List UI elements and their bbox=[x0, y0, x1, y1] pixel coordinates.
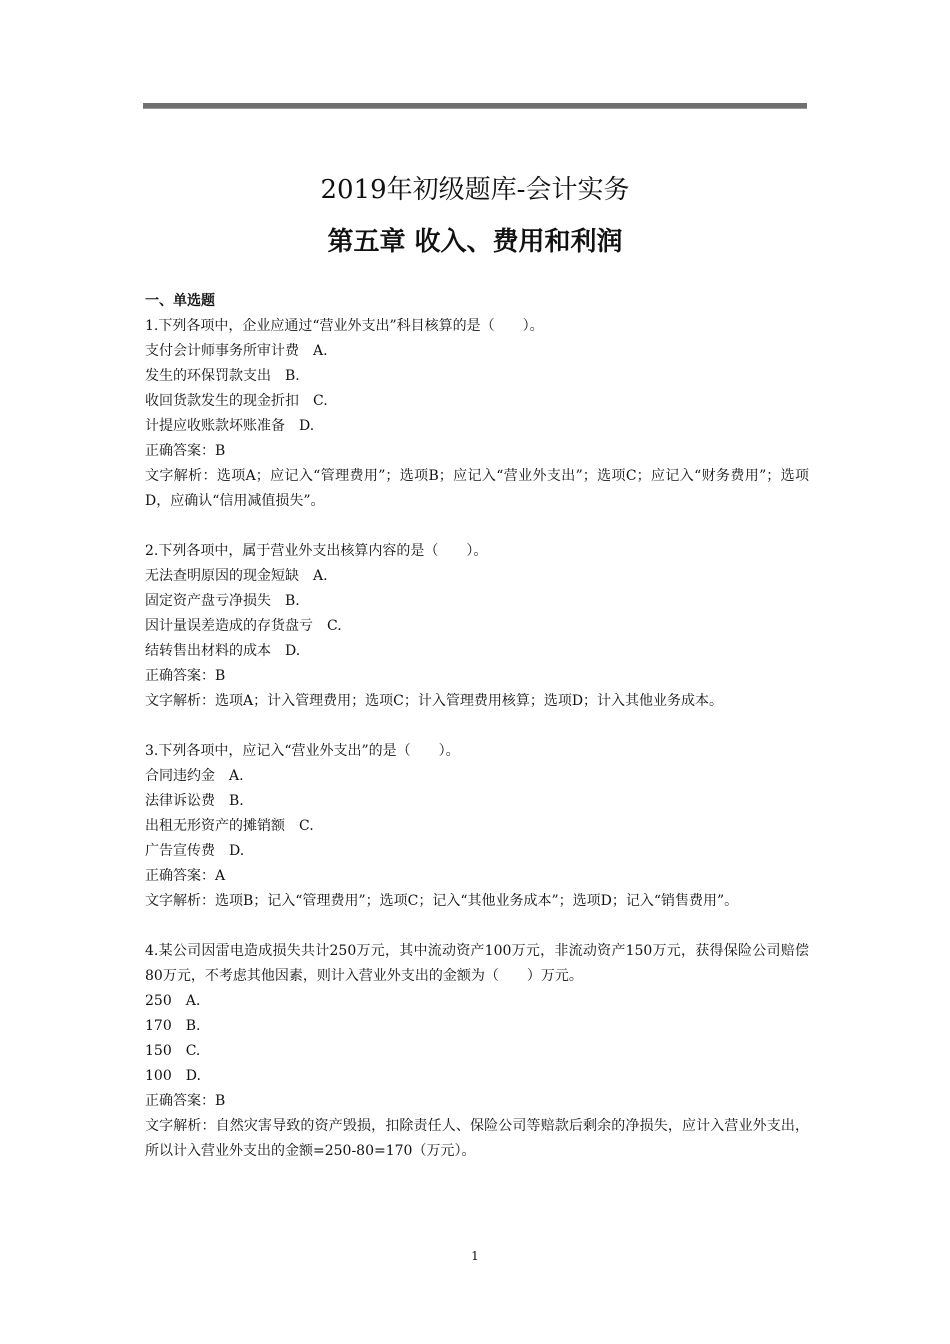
option-a: 支付会计师事务所审计费 A. bbox=[145, 343, 328, 359]
option-d: 100 D. bbox=[145, 1068, 201, 1084]
correct-answer: 正确答案：A bbox=[145, 868, 226, 884]
section-heading: 一、单选题 bbox=[145, 293, 215, 309]
question-stem: 4.某公司因雷电造成损失共计250万元，其中流动资产100万元，非流动资产150万元，获得保险公司赔偿80万元，不考虑其他因素，则计入营业外支出的金额为（ ）万元。 bbox=[145, 943, 809, 984]
document-title: 2019年初级题库-会计实务 bbox=[320, 175, 630, 205]
document-body bbox=[145, 289, 809, 1189]
question-2 bbox=[145, 539, 809, 714]
page-number: 1 bbox=[471, 1249, 479, 1263]
option-c: 收回货款发生的现金折扣 C. bbox=[145, 393, 328, 409]
question-stem: 2.下列各项中，属于营业外支出核算内容的是（ ）。 bbox=[145, 543, 488, 559]
correct-answer: 正确答案：B bbox=[145, 668, 226, 684]
option-a: 合同违约金 A. bbox=[145, 768, 244, 784]
option-c: 150 C. bbox=[145, 1043, 201, 1059]
option-a: 250 A. bbox=[145, 993, 201, 1009]
answer-analysis: 文字解析：选项A；计入管理费用；选项C；计入管理费用核算；选项D；计入其他业务成本。 bbox=[145, 693, 724, 709]
answer-analysis: 文字解析：选项B；记入“管理费用”；选项C；记入“其他业务成本”；选项D；记入“销售费用”。 bbox=[145, 893, 739, 909]
correct-answer: 正确答案：B bbox=[145, 443, 226, 459]
correct-answer: 正确答案：B bbox=[145, 1093, 226, 1109]
answer-analysis: 文字解析：选项A；应记入“管理费用”；选项B；应记入“营业外支出”；选项C；应记入“财务费用”；选项D，应确认“信用减值损失”。 bbox=[145, 468, 809, 509]
option-d: 计提应收账款坏账准备 D. bbox=[145, 418, 315, 434]
chapter-title: 第五章 收入、费用和利润 bbox=[327, 227, 623, 257]
answer-analysis: 文字解析：自然灾害导致的资产毁损，扣除责任人、保险公司等赔款后剩余的净损失，应计入营业外支出，所以计入营业外支出的金额=250-80=170（万元）。 bbox=[145, 1118, 809, 1159]
question-stem: 1.下列各项中，企业应通过“营业外支出”科目核算的是（ ）。 bbox=[145, 318, 544, 334]
question-stem: 3.下列各项中，应记入“营业外支出”的是（ ）。 bbox=[145, 743, 460, 759]
header-rule bbox=[143, 103, 807, 109]
option-b: 法律诉讼费 B. bbox=[145, 793, 244, 809]
option-c: 出租无形资产的摊销额 C. bbox=[145, 818, 314, 834]
option-b: 170 B. bbox=[145, 1018, 201, 1034]
option-d: 广告宣传费 D. bbox=[145, 843, 245, 859]
question-1 bbox=[145, 314, 809, 514]
question-4 bbox=[145, 939, 809, 1164]
option-b: 发生的环保罚款支出 B. bbox=[145, 368, 300, 384]
option-d: 结转售出材料的成本 D. bbox=[145, 643, 301, 659]
question-3 bbox=[145, 739, 809, 914]
option-b: 固定资产盘亏净损失 B. bbox=[145, 593, 300, 609]
option-a: 无法查明原因的现金短缺 A. bbox=[145, 568, 328, 584]
option-c: 因计量误差造成的存货盘亏 C. bbox=[145, 618, 342, 634]
